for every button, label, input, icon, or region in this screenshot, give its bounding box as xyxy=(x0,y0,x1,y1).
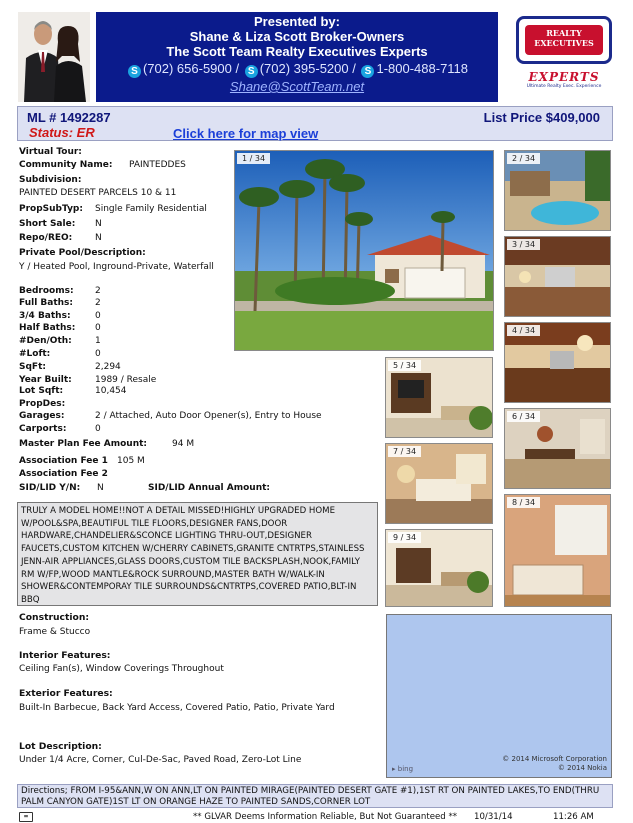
construction-label: Construction: xyxy=(19,612,90,623)
logo-tagline: Ultimate Realty Exec. Experience xyxy=(526,84,602,89)
photo-counter: 9 / 34 xyxy=(388,532,421,543)
photo-6[interactable] xyxy=(504,408,611,489)
den-label: #Den/Oth: xyxy=(19,336,72,346)
phone-numbers: S (702) 656-5900 / S (702) 395-5200 / S 1-800-488-7118 xyxy=(96,60,498,78)
photo-counter: 8 / 34 xyxy=(507,497,540,508)
photo-3[interactable] xyxy=(504,236,611,317)
short-sale-row xyxy=(19,218,102,230)
list-price: List Price $409,000 xyxy=(483,110,600,125)
print-time: 11:26 AM xyxy=(553,812,594,822)
year-built-value: 1989 / Resale xyxy=(95,375,157,385)
exterior-features-label: Exterior Features: xyxy=(19,688,113,699)
photo-5[interactable] xyxy=(385,357,493,438)
presenter-banner xyxy=(96,12,498,102)
broker-line: Shane & Liza Scott Broker-Owners xyxy=(189,29,405,44)
three-quarter-baths-value: 0 xyxy=(95,311,101,321)
master-plan-value: 94 M xyxy=(172,439,195,449)
header xyxy=(16,10,614,103)
carports-label: Carports: xyxy=(19,424,67,434)
virtual-tour-label: Virtual Tour: xyxy=(19,147,82,157)
photo-9[interactable] xyxy=(385,529,493,607)
team-line: The Scott Team Realty Executives Experts xyxy=(166,44,428,59)
photo-main[interactable] xyxy=(234,150,494,351)
bedrooms-label: Bedrooms: xyxy=(19,286,74,296)
email-link[interactable]: Shane@ScottTeam.net xyxy=(229,79,365,94)
loft-value: 0 xyxy=(95,349,101,359)
photo-counter: 3 / 34 xyxy=(507,239,540,250)
assoc1-value: 105 M xyxy=(117,456,145,466)
sqft-value: 2,294 xyxy=(95,362,121,372)
map-copyright-microsoft: © 2014 Microsoft Corporation xyxy=(502,755,607,763)
repo-label: Repo/REO: xyxy=(19,233,73,243)
year-built-label: Year Built: xyxy=(19,375,72,385)
disclaimer: ** GLVAR Deems Information Reliable, But Not Guaranteed ** xyxy=(193,812,458,822)
photo-counter: 5 / 34 xyxy=(388,360,421,371)
ml-number: ML # 1492287 xyxy=(27,110,111,125)
logo-text: REALTY EXECUTIVES xyxy=(525,25,603,55)
bing-icon: ▸ xyxy=(392,765,396,773)
skype-icon: S xyxy=(361,65,374,78)
subdivision-row xyxy=(19,174,81,186)
photo-4[interactable] xyxy=(504,322,611,403)
subdivision-label: Subdivision: xyxy=(19,175,82,185)
virtual-tour-row xyxy=(19,146,82,158)
logo-experts xyxy=(519,70,609,100)
listing-status: Status: ER xyxy=(29,125,95,140)
realty-executives-logo xyxy=(516,16,612,101)
logo-badge xyxy=(516,16,612,64)
community-label: Community Name: xyxy=(19,160,113,170)
short-sale-label: Short Sale: xyxy=(19,219,76,229)
assoc2-row xyxy=(19,468,108,480)
propsubtyp-row xyxy=(19,203,207,215)
full-baths-value: 2 xyxy=(95,298,101,308)
pool-value: Y / Heated Pool, Inground-Private, Waterfall xyxy=(19,262,214,272)
garages-row xyxy=(19,410,322,422)
master-plan-label: Master Plan Fee Amount: xyxy=(19,439,148,449)
logo-experts-text: EXPERTS xyxy=(528,70,600,84)
sidlid-label: SID/LID Y/N: xyxy=(19,483,81,493)
community-row xyxy=(19,159,186,171)
lot-description-label: Lot Description: xyxy=(19,741,102,752)
phone-1[interactable]: (702) 656-5900 xyxy=(142,61,232,76)
photo-2[interactable] xyxy=(504,150,611,231)
skype-icon: S xyxy=(245,65,258,78)
short-sale-value: N xyxy=(95,219,102,229)
bedrooms-row xyxy=(19,285,101,297)
pool-value-row xyxy=(19,261,214,273)
listing-bar xyxy=(17,106,613,141)
footer xyxy=(17,812,613,823)
sidlid-row xyxy=(19,482,270,494)
bing-logo xyxy=(392,765,413,773)
den-value: 1 xyxy=(95,336,101,346)
photo-7[interactable] xyxy=(385,443,493,524)
equal-housing-icon: = xyxy=(19,812,33,822)
assoc1-label: Association Fee 1 xyxy=(19,456,108,466)
full-baths-row xyxy=(19,297,101,309)
photo-counter: 7 / 34 xyxy=(388,446,421,457)
bing-label: bing xyxy=(397,765,414,773)
subdivision-value-row xyxy=(19,187,176,199)
lot-description-value: Under 1/4 Acre, Corner, Cul-De-Sac, Paved Road, Zero-Lot Line xyxy=(19,755,302,765)
half-baths-row xyxy=(19,322,101,334)
assoc1-row xyxy=(19,455,145,467)
carports-value: 0 xyxy=(95,424,101,434)
lot-sqft-value: 10,454 xyxy=(95,386,127,396)
property-remarks: TRULY A MODEL HOME!!NOT A DETAIL MISSED!HIGHLY UPGRADED HOME W/POOL&SPA,BEAUTIFUL TILE FLOORS,DESIGNER FANS,DOOR HARDWARE,CHANDELIER&SCONCE LIGHTING THRU-OUT,DESIGNER FAUCETS,CUSTOM KITCHEN W/CHERRY CABINETS,GRANITE CNTRTPS,STAINLESS JENN-AIR APPLIANCES,GLASS DOORS,CUSTOM TILE BACKSPLASH,NOOK,FAMILY RM W/FP,WOOD MANTLE&ROCK SURROUND,MASTER BATH W/WALK-IN SHOWER&CONTEMPORAY TILE SURROUNDS&CNTRTPS,COVERED PATIO,BLT-IN BBQ xyxy=(17,502,378,606)
photo-counter: 6 / 34 xyxy=(507,411,540,422)
skype-icon: S xyxy=(128,65,141,78)
loft-label: #Loft: xyxy=(19,349,51,359)
presented-by: Presented by: xyxy=(254,14,340,29)
sqft-label: SqFt: xyxy=(19,362,46,372)
lot-sqft-label: Lot Sqft: xyxy=(19,386,64,396)
pool-row xyxy=(19,247,146,259)
three-quarter-baths-row xyxy=(19,310,101,322)
garages-value: 2 / Attached, Auto Door Opener(s), Entry to House xyxy=(95,411,322,421)
master-plan-row xyxy=(19,438,195,450)
community-value: PAINTEDDES xyxy=(129,160,186,170)
interior-features-value: Ceiling Fan(s), Window Coverings Throughout xyxy=(19,664,224,674)
exterior-features-value: Built-In Barbecue, Back Yard Access, Covered Patio, Patio, Private Yard xyxy=(19,703,335,713)
repo-value: N xyxy=(95,233,102,243)
print-date: 10/31/14 xyxy=(474,812,513,822)
photo-counter: 2 / 34 xyxy=(507,153,540,164)
subdivision-value: PAINTED DESERT PARCELS 10 & 11 xyxy=(19,188,177,198)
propdes-label: PropDes: xyxy=(19,399,66,409)
phone-2[interactable]: (702) 395-5200 xyxy=(259,61,349,76)
den-row xyxy=(19,335,101,347)
half-baths-value: 0 xyxy=(95,323,101,333)
propsubtyp-value: Single Family Residential xyxy=(95,204,207,214)
photo-counter: 1 / 34 xyxy=(237,153,270,164)
loft-row xyxy=(19,348,101,360)
directions: Directions; FROM I-95&ANN,W ON ANN,LT ON PAINTED MIRAGE(PAINTED DESERT GATE #1),1ST RT ON PAINTED LAKES,TO END(THRU PALM CANYON GATE)1ST LT ON ORANGE HAZE TO PAINTED SANDS,CORNER LOT xyxy=(17,784,613,808)
assoc2-label: Association Fee 2 xyxy=(19,469,108,479)
repo-row xyxy=(19,232,102,244)
photo-8[interactable] xyxy=(504,494,611,607)
garages-label: Garages: xyxy=(19,411,65,421)
sqft-row xyxy=(19,361,121,373)
phone-3[interactable]: 1-800-488-7118 xyxy=(376,61,469,76)
interior-features-label: Interior Features: xyxy=(19,650,111,661)
propdes-row xyxy=(19,398,65,410)
photo-counter: 4 / 34 xyxy=(507,325,540,336)
propsubtyp-label: PropSubTyp: xyxy=(19,204,83,214)
construction-value: Frame & Stucco xyxy=(19,627,91,637)
sidlid-annual-label: SID/LID Annual Amount: xyxy=(148,483,270,493)
pool-label: Private Pool/Description: xyxy=(19,248,146,258)
sidlid-value: N xyxy=(97,483,104,493)
three-quarter-baths-label: 3/4 Baths: xyxy=(19,311,71,321)
carports-row xyxy=(19,423,101,435)
full-baths-label: Full Baths: xyxy=(19,298,74,308)
map-copyright-nokia: © 2014 Nokia xyxy=(557,764,607,772)
map-view[interactable] xyxy=(386,614,612,778)
lot-sqft-row xyxy=(19,385,127,397)
half-baths-label: Half Baths: xyxy=(19,323,76,333)
bedrooms-value: 2 xyxy=(95,286,101,296)
agent-photo xyxy=(18,12,90,102)
map-view-link[interactable]: Click here for map view xyxy=(173,126,319,141)
